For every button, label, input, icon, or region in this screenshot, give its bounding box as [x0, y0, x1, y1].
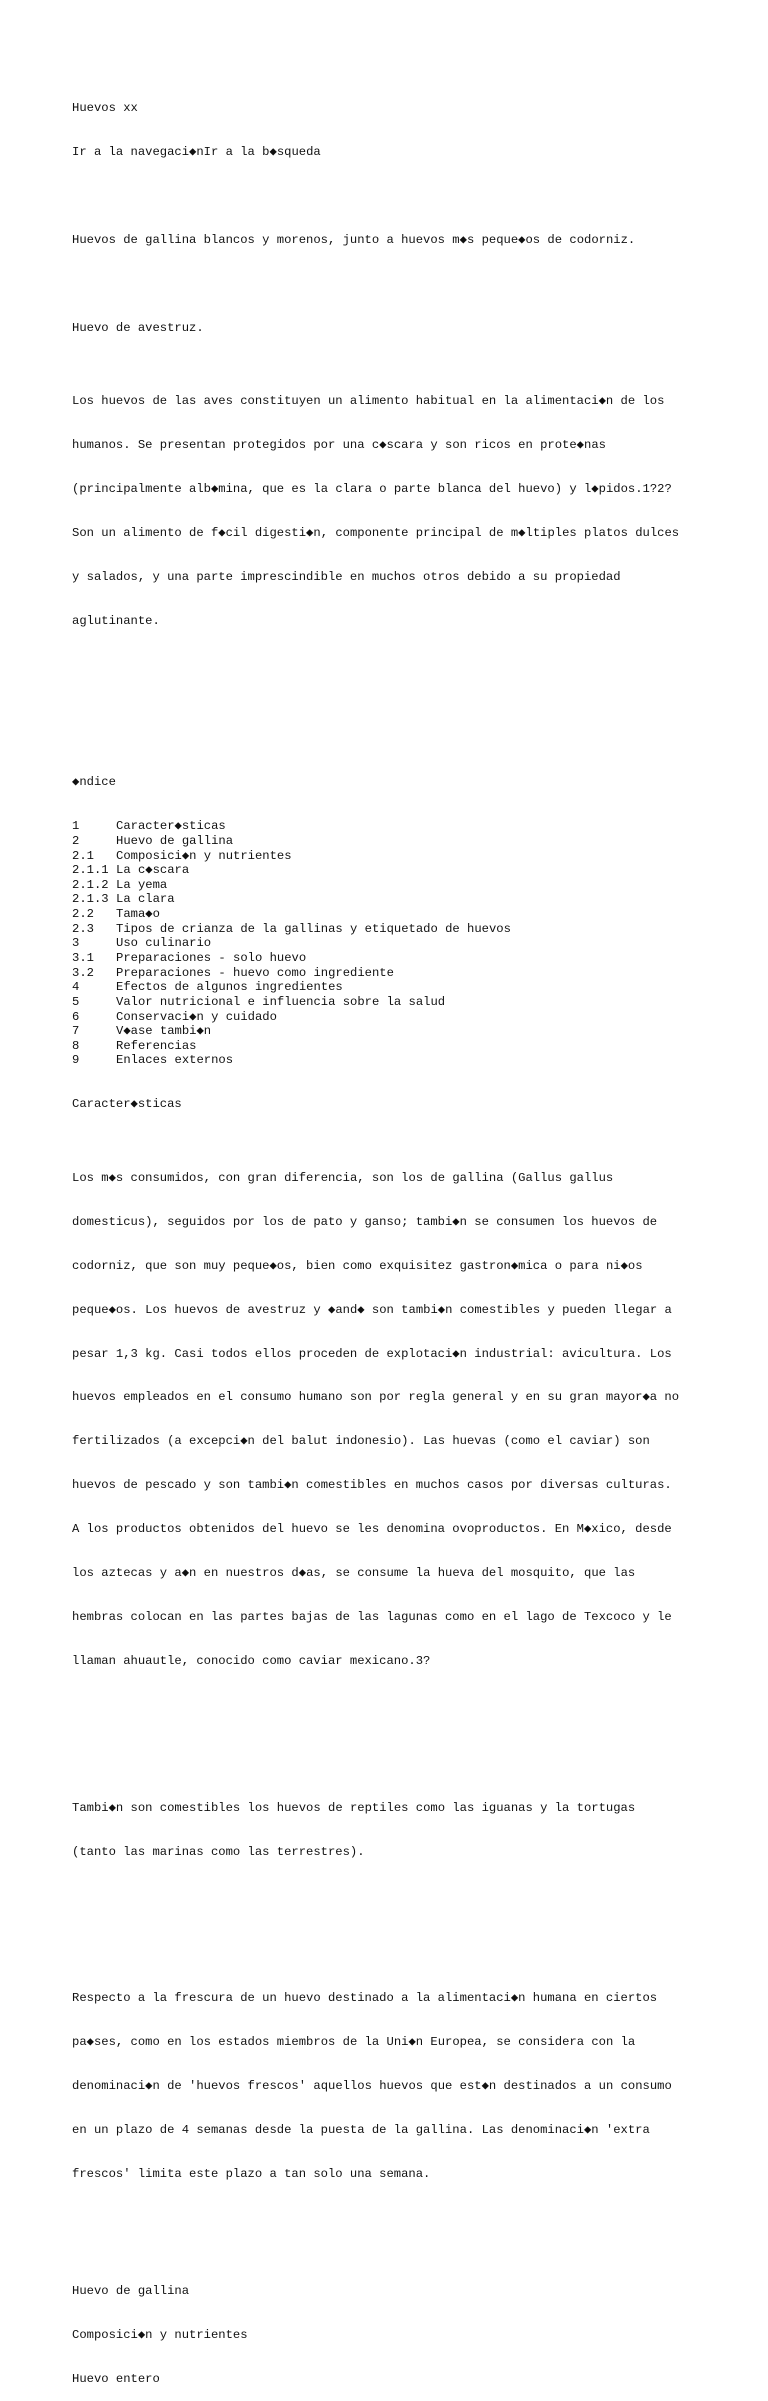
paragraph-line: Los m◆s consumidos, con gran diferencia, son los de gallina (Gallus gallus [72, 1170, 614, 1185]
toc-item-label[interactable]: La c◆scara [116, 863, 190, 878]
image-caption: Huevos de gallina blancos y morenos, junto a huevos m◆s peque◆os de codorniz. [72, 233, 636, 248]
toc-item-number: 2.2 [72, 907, 94, 922]
paragraph-line: huevos empleados en el consumo humano son por regla general y en su gran mayor◆a no [72, 1390, 680, 1405]
toc-item-label[interactable]: Tama◆o [116, 907, 160, 922]
toc-item-label[interactable]: V◆ase tambi◆n [116, 1024, 212, 1039]
toc-item-label[interactable]: Preparaciones - solo huevo [116, 951, 307, 965]
blank-line [72, 2240, 732, 2255]
intro-line: humanos. Se presentan protegidos por una c◆scara y son ricos en prote◆nas [72, 438, 606, 453]
toc-item[interactable] [72, 819, 732, 834]
toc-item-number: 3.2 [72, 965, 94, 980]
toc-item[interactable] [72, 892, 732, 907]
toc-item-label[interactable]: Referencias [116, 1038, 197, 1053]
paragraph-line: denominaci◆n de 'huevos frescos' aquellos huevos que est◆n destinados a un consumo [72, 2079, 672, 2094]
toc-item[interactable] [72, 834, 732, 849]
toc-item[interactable] [72, 878, 732, 893]
paragraph-line: pa◆ses, como en los estados miembros de la Uni◆n Europea, se considera con la [72, 2035, 636, 2050]
toc-title: ◆ndice [72, 775, 116, 790]
paragraph-line: Respecto a la frescura de un huevo destinado a la alimentaci◆n humana en ciertos [72, 1991, 658, 2006]
paragraph-line: pesar 1,3 kg. Casi todos ellos proceden de explotaci◆n industrial: avicultura. Los [72, 1346, 672, 1361]
document-body [72, 72, 732, 2401]
toc-item-label[interactable]: Conservaci◆n y cuidado [116, 1009, 277, 1024]
toc-item-number: 2.1.2 [72, 877, 109, 892]
toc-item-number: 5 [72, 994, 80, 1009]
toc-item-label[interactable]: Enlaces externos [116, 1053, 234, 1068]
toc-item-number: 2.1.3 [72, 892, 109, 907]
toc-item[interactable] [72, 1053, 732, 1068]
navigation-links[interactable]: Ir a la navegaci◆nIr a la b◆squeda [72, 145, 321, 160]
subsection-heading: Huevo entero [72, 2372, 160, 2387]
page-title: Huevos xx [72, 101, 138, 116]
toc-item-number: 2 [72, 833, 80, 848]
blank-line [72, 687, 732, 702]
toc-item[interactable] [72, 1039, 732, 1054]
subsection-heading: Huevo de gallina [72, 2284, 190, 2299]
paragraph-line: peque◆os. Los huevos de avestruz y ◆and◆ son tambi◆n comestibles y pueden llegar a [72, 1302, 672, 1317]
toc-item[interactable] [72, 863, 732, 878]
toc-item-number: 9 [72, 1053, 80, 1068]
toc-item-number: 8 [72, 1038, 80, 1053]
intro-line: Los huevos de las aves constituyen un alimento habitual en la alimentaci◆n de los [72, 394, 665, 409]
toc-item-number: 4 [72, 980, 80, 995]
intro-paragraph [72, 365, 732, 658]
toc-item[interactable] [72, 936, 732, 951]
table-of-contents [72, 819, 732, 1068]
toc-item[interactable] [72, 849, 732, 864]
paragraph-line: codorniz, que son muy peque◆os, bien como exquisitez gastron◆mica o para ni◆os [72, 1258, 643, 1273]
paragraph-line: hembras colocan en las partes bajas de las lagunas como en el lago de Texcoco y le [72, 1610, 672, 1625]
blank-line [72, 277, 732, 292]
toc-item[interactable] [72, 1024, 732, 1039]
toc-item-label[interactable]: La yema [116, 877, 168, 892]
toc-item[interactable] [72, 1010, 732, 1025]
toc-item[interactable] [72, 966, 732, 981]
toc-item-number: 2.3 [72, 921, 94, 936]
toc-item-label[interactable]: Preparaciones - huevo como ingrediente [116, 965, 394, 980]
toc-item-number: 2.1 [72, 848, 94, 863]
paragraph-line: Tambi◆n son comestibles los huevos de reptiles como las iguanas y la tortugas [72, 1800, 636, 1815]
toc-item-number: 1 [72, 819, 80, 834]
intro-line: aglutinante. [72, 614, 160, 629]
section-paragraph [72, 1962, 732, 2211]
toc-item[interactable] [72, 980, 732, 995]
paragraph-line: en un plazo de 4 semanas desde la puesta de la gallina. Las denominaci◆n 'extra [72, 2123, 650, 2138]
toc-item-number: 3 [72, 936, 80, 951]
paragraph-line: domesticus), seguidos por los de pato y ganso; tambi◆n se consumen los huevos de [72, 1214, 658, 1229]
image-caption-2: Huevo de avestruz. [72, 321, 204, 336]
toc-item-number: 6 [72, 1009, 80, 1024]
toc-item-label[interactable]: Efectos de algunos ingredientes [116, 980, 343, 995]
toc-item-number: 7 [72, 1024, 80, 1039]
toc-item-number: 2.1.1 [72, 863, 109, 878]
toc-item-label[interactable]: Uso culinario [116, 936, 212, 951]
intro-line: (principalmente alb◆mina, que es la clara o parte blanca del huevo) y l◆pidos.1?2? [72, 482, 672, 497]
intro-line: y salados, y una parte imprescindible en muchos otros debido a su propiedad [72, 570, 621, 585]
paragraph-line: frescos' limita este plazo a tan solo una semana. [72, 2167, 431, 2182]
toc-item[interactable] [72, 922, 732, 937]
toc-item-label[interactable]: Caracter◆sticas [116, 819, 226, 834]
section-paragraph [72, 1141, 732, 1698]
toc-item-label[interactable]: La clara [116, 892, 175, 907]
paragraph-line: llaman ahuautle, conocido como caviar mexicano.3? [72, 1654, 431, 1669]
paragraph-line: (tanto las marinas como las terrestres). [72, 1844, 365, 1859]
paragraph-line: A los productos obtenidos del huevo se les denomina ovoproductos. En M◆xico, desde [72, 1522, 672, 1537]
subsection-heading: Composici◆n y nutrientes [72, 2328, 248, 2343]
section-heading: Caracter◆sticas [72, 1097, 182, 1112]
blank-line [72, 1918, 732, 1933]
toc-item[interactable] [72, 907, 732, 922]
blank-line [72, 189, 732, 204]
blank-line [72, 731, 732, 746]
toc-item[interactable] [72, 951, 732, 966]
blank-line [72, 1727, 732, 1742]
toc-item-label[interactable]: Valor nutricional e influencia sobre la salud [116, 994, 446, 1009]
paragraph-line: los aztecas y a◆n en nuestros d◆as, se consume la hueva del mosquito, que las [72, 1566, 636, 1581]
section-paragraph [72, 1771, 732, 1888]
toc-item[interactable] [72, 995, 732, 1010]
toc-item-label[interactable]: Tipos de crianza de la gallinas y etiquetado de huevos [116, 921, 511, 936]
toc-item-label[interactable]: Huevo de gallina [116, 833, 234, 848]
intro-line: Son un alimento de f◆cil digesti◆n, componente principal de m◆ltiples platos dulces [72, 526, 680, 541]
paragraph-line: fertilizados (a excepci◆n del balut indonesio). Las huevas (como el caviar) son [72, 1434, 650, 1449]
toc-item-label[interactable]: Composici◆n y nutrientes [116, 848, 292, 863]
paragraph-line: huevos de pescado y son tambi◆n comestibles en muchos casos por diversas culturas. [72, 1478, 672, 1493]
toc-item-number: 3.1 [72, 951, 94, 965]
